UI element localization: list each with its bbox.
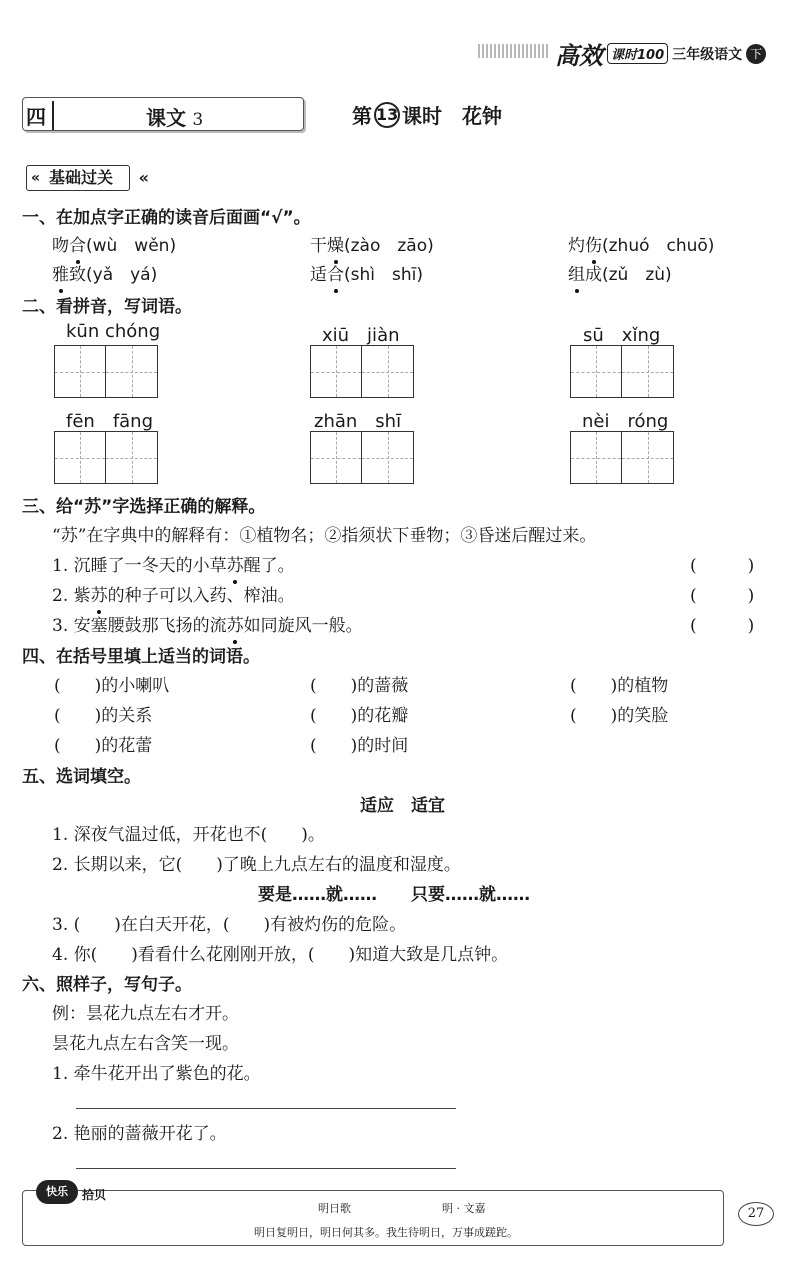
pinyin-label: zhān shī bbox=[314, 411, 402, 432]
s3-title: 三、给“苏”字选择正确的解释。 bbox=[22, 497, 266, 517]
answer-paren[interactable]: ( ) bbox=[690, 616, 755, 636]
pinyin-label: nèi róng bbox=[582, 411, 669, 432]
s1-title: 一、在加点字正确的读音后面画“√”。 bbox=[22, 208, 311, 228]
period-number: 13 bbox=[374, 102, 400, 128]
poem-title: 明日歌 bbox=[318, 1202, 351, 1215]
fill-blank-item[interactable]: ( )的关系 bbox=[54, 706, 153, 726]
s6-question: 1. 牵牛花开出了紫色的花。 bbox=[52, 1064, 261, 1084]
writing-grid[interactable] bbox=[570, 431, 674, 484]
s3-intro: “苏”在字典中的解释有：①植物名；②指须状下垂物；③昏迷后醒过来。 bbox=[52, 526, 597, 546]
s3-item: 1. 沉睡了一冬天的小草苏醒了。 bbox=[52, 551, 295, 576]
s5-question[interactable]: 3. ( )在白天开花，( )有被灼伤的危险。 bbox=[52, 915, 407, 935]
fill-blank-item[interactable]: ( )的时间 bbox=[310, 736, 409, 756]
pinyin-label: sū xǐng bbox=[583, 325, 661, 346]
fill-blank-item[interactable]: ( )的蔷薇 bbox=[310, 676, 409, 696]
lesson-title: 花钟 bbox=[462, 104, 502, 128]
footer-badge-label: 拾贝 bbox=[82, 1188, 107, 1202]
brand-main: 高效 bbox=[555, 42, 603, 70]
page-number: 27 bbox=[738, 1202, 774, 1226]
s6-question: 2. 艳丽的蔷薇开花了。 bbox=[52, 1124, 227, 1144]
grade-label: 三年级语文 bbox=[672, 46, 743, 63]
answer-line[interactable] bbox=[76, 1168, 456, 1169]
answer-paren[interactable]: ( ) bbox=[690, 556, 755, 576]
example-sentence: 例：昙花九点左右才开。 bbox=[52, 1004, 239, 1024]
poem-text: 明日复明日，明日何其多。我生待明日，万事成蹉跎。 bbox=[254, 1226, 518, 1239]
s1-item: 适合(shì shī) bbox=[310, 260, 423, 285]
s3-item: 3. 安塞腰鼓那飞扬的流苏如同旋风一般。 bbox=[52, 611, 363, 636]
page-title: 第 13 课时 花钟 bbox=[352, 100, 502, 129]
header-decor bbox=[478, 44, 548, 58]
s5-question[interactable]: 4. 你( )看看什么花刚刚开放，( )知道大致是几点钟。 bbox=[52, 945, 509, 965]
s1-item: 吻合(wù wěn) bbox=[52, 231, 176, 256]
s1-item: 干燥(zào zāo) bbox=[310, 231, 434, 256]
s5-question[interactable]: 2. 长期以来，它( )了晚上九点左右的温度和湿度。 bbox=[52, 855, 461, 875]
footer-badge: 快乐 bbox=[36, 1180, 78, 1204]
s2-title: 二、看拼音，写词语。 bbox=[22, 297, 192, 317]
s6-title: 六、照样子，写句子。 bbox=[22, 975, 192, 995]
writing-grid[interactable] bbox=[310, 431, 414, 484]
s1-item: 灼伤(zhuó chuō) bbox=[568, 231, 714, 256]
pinyin-label: fēn fāng bbox=[66, 411, 154, 432]
section-banner: « 基础过关 « bbox=[26, 165, 130, 191]
answer-paren[interactable]: ( ) bbox=[690, 586, 755, 606]
unit-number: 四 bbox=[26, 101, 54, 130]
writing-grid[interactable] bbox=[54, 345, 158, 398]
example-sentence: 昙花九点左右含笑一现。 bbox=[52, 1034, 239, 1054]
word-choices: 要是……就…… 只要……就…… bbox=[258, 885, 530, 905]
brand-title bbox=[555, 36, 766, 71]
pinyin-label: xiū jiàn bbox=[322, 325, 400, 346]
s3-item: 2. 紫苏的种子可以入药、榨油。 bbox=[52, 581, 295, 606]
lesson-label: 课文 3 bbox=[146, 106, 204, 130]
word-choices: 适应 适宜 bbox=[360, 796, 445, 816]
s1-item: 雅致(yǎ yá) bbox=[52, 260, 157, 285]
pinyin-label: kūn chóng bbox=[66, 321, 161, 342]
chevron-left-icon: « bbox=[31, 170, 41, 186]
writing-grid[interactable] bbox=[310, 345, 414, 398]
poem-author: 明 · 文嘉 bbox=[442, 1202, 486, 1215]
fill-blank-item[interactable]: ( )的植物 bbox=[570, 676, 669, 696]
fill-blank-item[interactable]: ( )的小喇叭 bbox=[54, 676, 170, 696]
s1-item: 组成(zǔ zù) bbox=[568, 260, 672, 285]
fill-blank-item[interactable]: ( )的花蕾 bbox=[54, 736, 153, 756]
fill-blank-item[interactable]: ( )的笑脸 bbox=[570, 706, 669, 726]
s4-title: 四、在括号里填上适当的词语。 bbox=[22, 647, 260, 667]
fill-blank-item[interactable]: ( )的花瓣 bbox=[310, 706, 409, 726]
chevron-right-icon: « bbox=[138, 168, 150, 187]
volume-badge: 下 bbox=[746, 44, 766, 64]
s5-title: 五、选词填空。 bbox=[22, 767, 141, 787]
answer-line[interactable] bbox=[76, 1108, 456, 1109]
writing-grid[interactable] bbox=[570, 345, 674, 398]
brand-sub: 课时100 bbox=[607, 43, 668, 64]
writing-grid[interactable] bbox=[54, 431, 158, 484]
s5-question[interactable]: 1. 深夜气温过低，开花也不( )。 bbox=[52, 825, 325, 845]
